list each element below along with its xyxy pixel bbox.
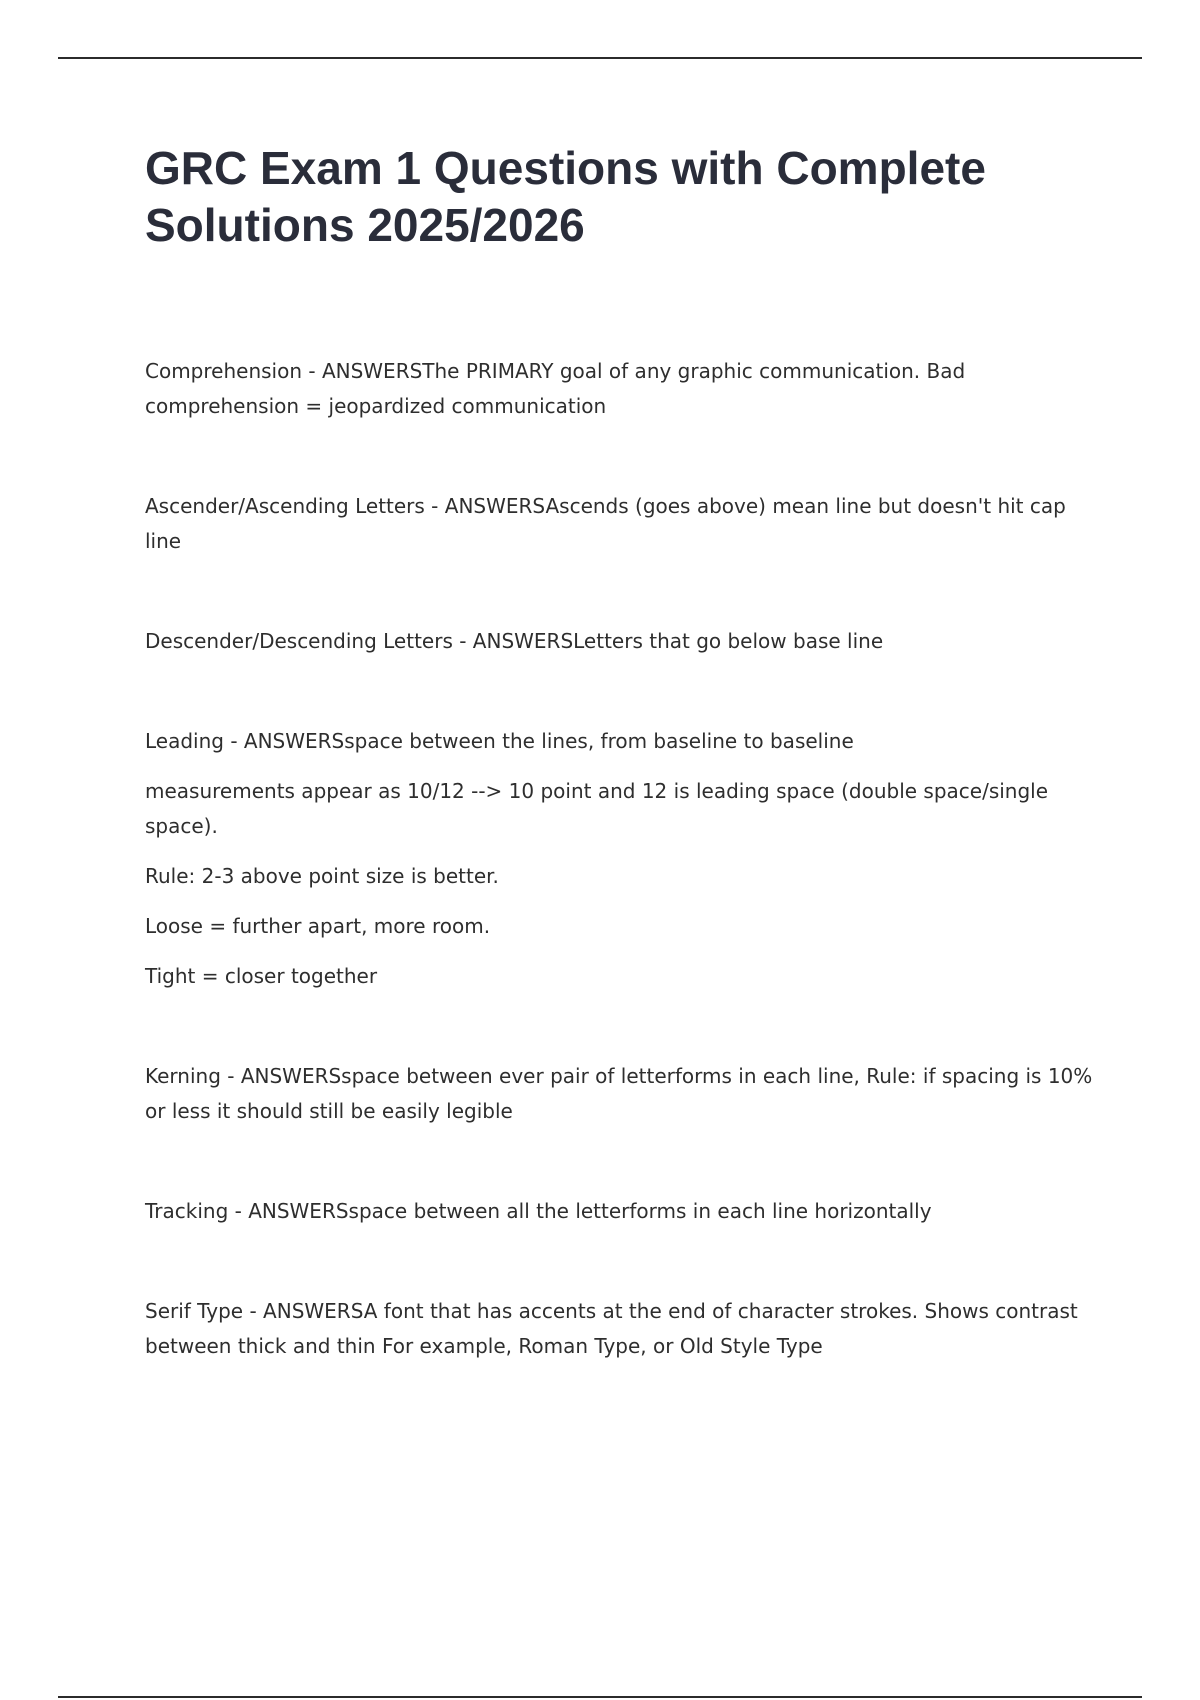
entry-comprehension — [145, 354, 1100, 424]
entry-paragraph: Rule: 2-3 above point size is better. — [145, 864, 499, 888]
entry-ascender — [145, 489, 1100, 559]
entry-paragraph: Loose = further apart, more room. — [145, 914, 491, 938]
top-divider — [58, 57, 1142, 59]
document-body — [145, 140, 1100, 1429]
entry-paragraph: Leading - ANSWERSspace between the lines, from baseline to baseline — [145, 729, 854, 753]
bottom-divider — [58, 1696, 1142, 1698]
entry-descender — [145, 624, 1100, 659]
entry-paragraph: Tracking - ANSWERSspace between all the letterforms in each line horizontally — [145, 1199, 932, 1223]
entry-paragraph: Serif Type - ANSWERSA font that has accents at the end of character strokes. Shows contrast between thick and thin For example, Roman Type, or Old Style Type — [145, 1299, 1078, 1358]
entry-paragraph: measurements appear as 10/12 --> 10 point and 12 is leading space (double space/single space). — [145, 779, 1049, 838]
entry-list — [145, 354, 1100, 1364]
entry-tracking — [145, 1194, 1100, 1229]
entry-paragraph: Tight = closer together — [145, 964, 378, 988]
entry-kerning — [145, 1059, 1100, 1129]
entry-paragraph: Kerning - ANSWERSspace between ever pair of letterforms in each line, Rule: if spacing is 10% or less it should still be easily legible — [145, 1064, 1093, 1123]
entry-leading — [145, 724, 1100, 994]
entry-paragraph: Descender/Descending Letters - ANSWERSLetters that go below base line — [145, 629, 884, 653]
document-title: GRC Exam 1 Questions with Complete Solutions 2025/2026 — [145, 142, 986, 251]
entry-paragraph: Comprehension - ANSWERSThe PRIMARY goal of any graphic communication. Bad comprehension = jeopardized communication — [145, 359, 966, 418]
entry-paragraph: Ascender/Ascending Letters - ANSWERSAscends (goes above) mean line but doesn't hit cap line — [145, 494, 1066, 553]
entry-serif-type — [145, 1294, 1100, 1364]
